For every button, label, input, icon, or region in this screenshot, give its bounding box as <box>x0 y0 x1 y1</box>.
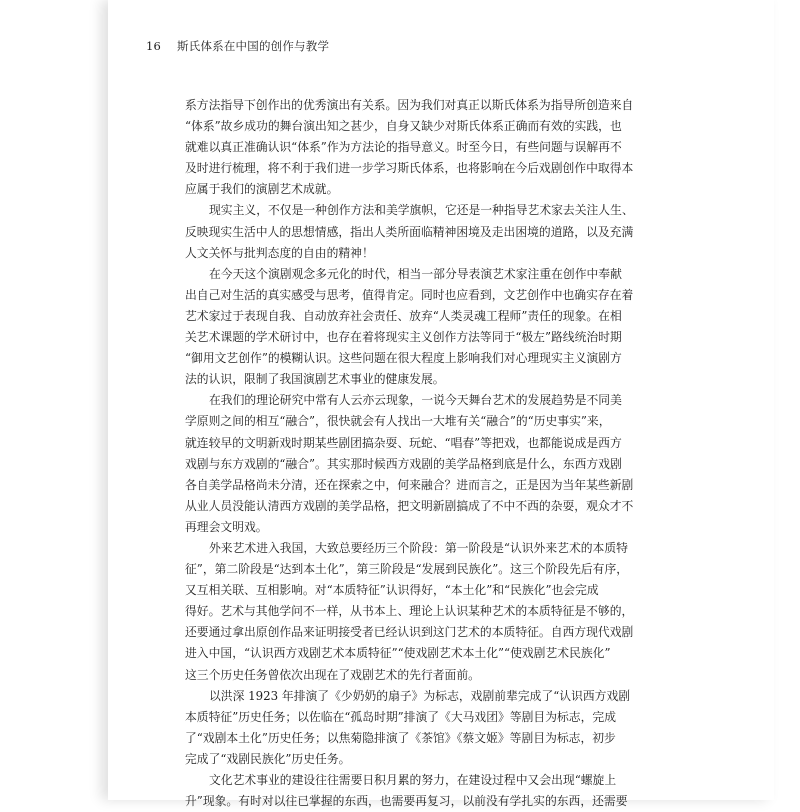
text-line: 本质特征”历史任务；以佐临在“孤岛时期”排演了《大马戏团》等剧目为标志，完成 <box>185 709 616 724</box>
text-line: 就难以真正准确认识“体系”作为方法论的指导意义。时至今日，有些问题与误解再不 <box>185 140 622 155</box>
text-line: 及时进行梳理，将不利于我们进一步学习斯氏体系，也将影响在今后戏剧创作中取得本 <box>185 161 634 176</box>
text-line: 各自美学品格尚未分清，还在探索之中，何来融合？进而言之，正是因为当年某些新剧 <box>185 477 634 492</box>
page-number: 16 <box>146 39 162 53</box>
text-line: “体系”故乡成功的舞台演出知之甚少，自身又缺少对斯氏体系正确而有效的实践，也 <box>185 119 622 134</box>
text-line: 反映现实生活中人的思想情感，指出人类所面临精神困境及走出困境的道路，以及充满 <box>185 224 634 239</box>
paragraph <box>185 686 726 770</box>
text-line: “御用文艺创作”的模糊认识。这些问题在很大程度上影响我们对心理现实主义演剧方 <box>185 351 622 366</box>
running-title: 斯氏体系在中国的创作与教学 <box>177 39 330 53</box>
paragraph <box>185 200 726 263</box>
text-line: 在我们的理论研究中常有人云亦云现象，一说今天舞台艺术的发展趋势是不同美 <box>209 393 622 408</box>
text-line: 戏剧与东方戏剧的“融合”。其实那时候西方戏剧的美学品格到底是什么，东西方戏剧 <box>185 456 622 471</box>
text-line: 系方法指导下创作出的优秀演出有关系。因为我们对真正以斯氏体系为指导所创造来自 <box>185 98 634 112</box>
text-line: 升”现象。有时对以往已掌握的东西，也需要再复习，以前没有学扎实的东西，还需要 <box>185 794 628 809</box>
paragraph <box>185 770 726 812</box>
text-line: 这三个历史任务曾依次出现在了戏剧艺术的先行者面前。 <box>185 667 480 682</box>
text-line: 了“戏剧本土化”历史任务；以焦菊隐排演了《茶馆》《蔡文姬》等剧目为标志，初步 <box>185 730 616 745</box>
text-line: 还要通过拿出原创作品来证明接受者已经认识到这门艺术的本质特征。自西方现代戏剧 <box>185 625 634 640</box>
text-line: 以洪深 1923 年排演了《少奶奶的扇子》为标志，戏剧前辈完成了“认识西方戏剧 <box>209 688 631 703</box>
text-line: 外来艺术进入我国，大致总要经历三个阶段：第一阶段是“认识外来艺术的本质特 <box>209 540 628 555</box>
text-line: 进入中国，“认识西方戏剧艺术本质特征”“使戏剧艺术本土化”“使戏剧艺术民族化” <box>185 646 611 661</box>
book-page <box>108 0 774 809</box>
text-line: 人文关怀与批判态度的自由的精神！ <box>185 245 374 260</box>
text-line: 完成了“戏剧民族化”历史任务。 <box>185 751 351 766</box>
text-line: 法的认识，限制了我国演剧艺术事业的健康发展。 <box>185 372 445 387</box>
body-text <box>185 95 726 812</box>
text-line: 在今天这个演剧观念多元化的时代，相当一部分导表演艺术家注重在创作中奉献 <box>209 266 622 281</box>
paragraph <box>185 390 726 538</box>
text-line: 又互相关联、互相影响。对“本质特征”认识得好，“本土化”和“民族化”也会完成 <box>185 583 599 598</box>
text-line: 再理会文明戏。 <box>185 519 268 534</box>
text-line: 应属于我们的演剧艺术成就。 <box>185 182 339 197</box>
text-line: 艺术家过于表现自我、自动放弃社会责任、放弃“人类灵魂工程师”责任的现象。在相 <box>185 308 622 323</box>
text-line: 出自己对生活的真实感受与思考，值得肯定。同时也应看到，文艺创作中也确实存在着 <box>185 287 634 302</box>
text-line: 文化艺术事业的建设往往需要日积月累的努力，在建设过程中又会出现“螺旋上 <box>209 773 617 787</box>
paragraph <box>185 264 726 391</box>
text-line: 从业人员没能认清西方戏剧的美学品格，把文明新剧搞成了不中不西的杂耍，观众才不 <box>185 498 634 513</box>
paragraph <box>185 95 726 200</box>
text-line: 得好。艺术与其他学问不一样，从书本上、理论上认识某种艺术的本质特征是不够的， <box>185 604 634 619</box>
running-header <box>146 38 329 54</box>
text-line: 就连较早的文明新戏时期某些剧团搞杂耍、玩蛇、“唱春”等把戏，也都能说成是西方 <box>185 435 622 450</box>
text-line: 学原则之间的相互“融合”，很快就会有人找出一大堆有关“融合”的“历史事实”来， <box>185 414 611 429</box>
paragraph <box>185 538 726 686</box>
text-line: 现实主义，不仅是一种创作方法和美学旗帜，它还是一种指导艺术家去关注人生、 <box>209 203 634 218</box>
text-line: 征”，第二阶段是“达到本土化”，第三阶段是“发展到民族化”。这三个阶段先后有序， <box>185 562 629 577</box>
text-line: 关艺术课题的学术研讨中，也存在着将现实主义创作方法等同于“极左”路线统治时期 <box>185 330 622 345</box>
